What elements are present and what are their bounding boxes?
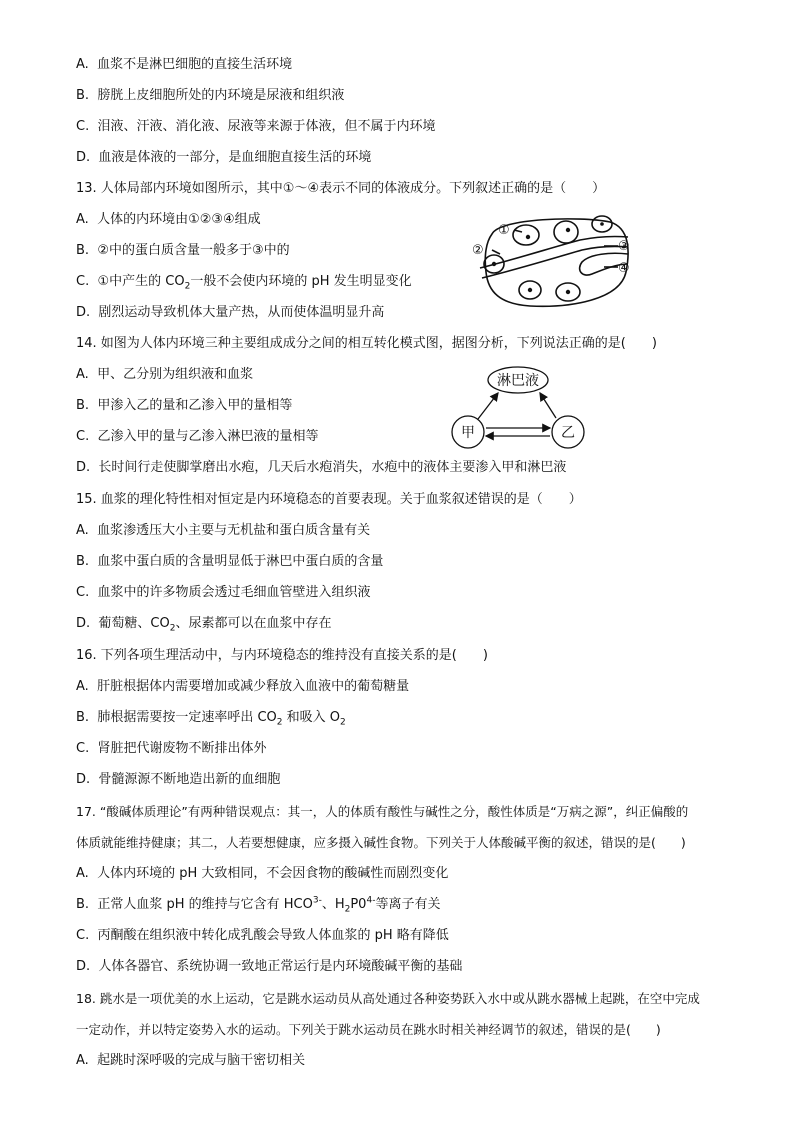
q17-option-b: B. 正常人血浆 pH 的维持与它含有 $HCO^{3-}$、$H_2P0^{4-}$等离子有关: [76, 895, 441, 915]
q13-option-b: B. ②中的蛋白质含量一般多于③中的: [76, 243, 290, 258]
prev-option-c: C. 泪液、汗液、消化液、尿液等来源于体液，但不属于内环境: [76, 119, 436, 134]
cell: [554, 221, 578, 243]
figure-label-1: ①: [498, 223, 510, 238]
q15-option-c: C. 血浆中的许多物质会透过毛细血管壁进入组织液: [76, 585, 371, 600]
q15-option-b: B. 血浆中蛋白质的含量明显低于淋巴中蛋白质的含量: [76, 554, 384, 569]
q17-option-d: D. 人体各器官、系统协调一致地正常运行是内环境酸碱平衡的基础: [76, 959, 463, 974]
q13-stem: 13. 人体局部内环境如图所示，其中①～④表示不同的体液成分。下列叙述正确的是（ ）: [76, 181, 606, 196]
q18-option-a: A. 起跳时深呼吸的完成与脑干密切相关: [76, 1053, 306, 1068]
cell-nucleus: [566, 228, 570, 232]
q15-option-d: D. 葡萄糖、$CO_2$、尿素都可以在血浆中存在: [76, 616, 332, 634]
q13-option-d: D. 剧烈运动导致机体大量产热，从而使体温明显升高: [76, 305, 385, 320]
prev-option-d: D. 血液是体液的一部分，是血细胞直接生活的环境: [76, 150, 372, 165]
q16-option-c: C. 肾脏把代谢废物不断排出体外: [76, 741, 267, 756]
q14-option-b: B. 甲渗入乙的量和乙渗入甲的量相等: [76, 398, 293, 413]
q18-stem-line1: 18. 跳水是一项优美的水上运动，它是跳水运动员从高处通过各种姿势跃入水中或从跳水器械上起跳，在空中完成: [76, 991, 700, 1006]
prev-option-a: A. 血浆不是淋巴细胞的直接生活环境: [76, 57, 293, 72]
q13-option-a: A. 人体的内环境由①②③④组成: [76, 212, 261, 227]
cell-nucleus: [528, 288, 532, 292]
q17-option-c: C. 丙酮酸在组织液中转化成乳酸会导致人体血浆的 pH 略有降低: [76, 928, 449, 943]
q14-option-d: D. 长时间行走使脚掌磨出水疱，几天后水疱消失，水疱中的液体主要渗入甲和淋巴液: [76, 460, 567, 475]
q17-option-a: A. 人体内环境的 pH 大致相同，不会因食物的酸碱性而剧烈变化: [76, 866, 449, 881]
q16-option-d: D. 骨髓源源不断地造出新的血细胞: [76, 772, 281, 787]
q16-stem: 16. 下列各项生理活动中，与内环境稳态的维持没有直接关系的是( ): [76, 648, 488, 663]
cell-nucleus: [600, 222, 604, 226]
cell-nucleus: [566, 290, 570, 294]
prev-option-b: B. 膀胱上皮细胞所处的内环境是尿液和组织液: [76, 88, 345, 103]
q16-option-a: A. 肝脏根据体内需要增加或减少释放入血液中的葡萄糖量: [76, 679, 410, 694]
q15-option-a: A. 血浆渗透压大小主要与无机盐和蛋白质含量有关: [76, 523, 371, 538]
q14-figure: [448, 364, 588, 452]
cell-nucleus: [526, 235, 530, 239]
q16-option-b: B. 肺根据需要按一定速率呼出 $CO_2$ 和吸入 $O_2$: [76, 710, 346, 728]
q14-stem: 14. 如图为人体内环境三种主要组成成分之间的相互转化模式图，据图分析，下列说法正确的是( ): [76, 336, 657, 351]
node-lymph-label: 淋巴液: [497, 373, 539, 389]
node-jia-label: 甲: [461, 425, 475, 441]
vessel-wall-upper: [480, 236, 628, 268]
figure-label-3: ③: [618, 239, 630, 254]
node-yi-label: 乙: [561, 425, 575, 441]
q18-stem-line2: 一定动作，并以特定姿势入水的运动。下列关于跳水运动员在跳水时相关神经调节的叙述，错误的是( ): [76, 1022, 661, 1037]
cell: [513, 225, 539, 245]
label-line-1: [514, 230, 522, 232]
arrow-jia-to-lymph: [478, 393, 498, 419]
cell-nucleus: [492, 262, 496, 266]
q15-stem: 15. 血浆的理化特性相对恒定是内环境稳态的首要表现。关于血浆叙述错误的是（ ）: [76, 492, 582, 507]
q13-option-c: C. ①中产生的 $CO_2$一般不会使内环境的 pH 发生明显变化: [76, 274, 412, 292]
q14-option-a: A. 甲、乙分别为组织液和血浆: [76, 367, 254, 382]
arrow-yi-to-lymph: [540, 393, 556, 418]
q17-stem-line2: 体质就能维持健康；其二，人若要想健康，应多摄入碱性食物。下列关于人体酸碱平衡的叙述，错误的是( ): [76, 835, 686, 850]
figure-label-4: ④: [618, 261, 630, 276]
q17-stem-line1: 17. “酸碱体质理论”有两种错误观点：其一，人的体质有酸性与碱性之分，酸性体质是“万病之源”，纠正偏酸的: [76, 804, 689, 819]
figure-label-2: ②: [472, 243, 484, 258]
q14-option-c: C. 乙渗入甲的量与乙渗入淋巴液的量相等: [76, 429, 319, 444]
label-line-2: [492, 250, 500, 254]
q13-figure: [470, 212, 640, 312]
